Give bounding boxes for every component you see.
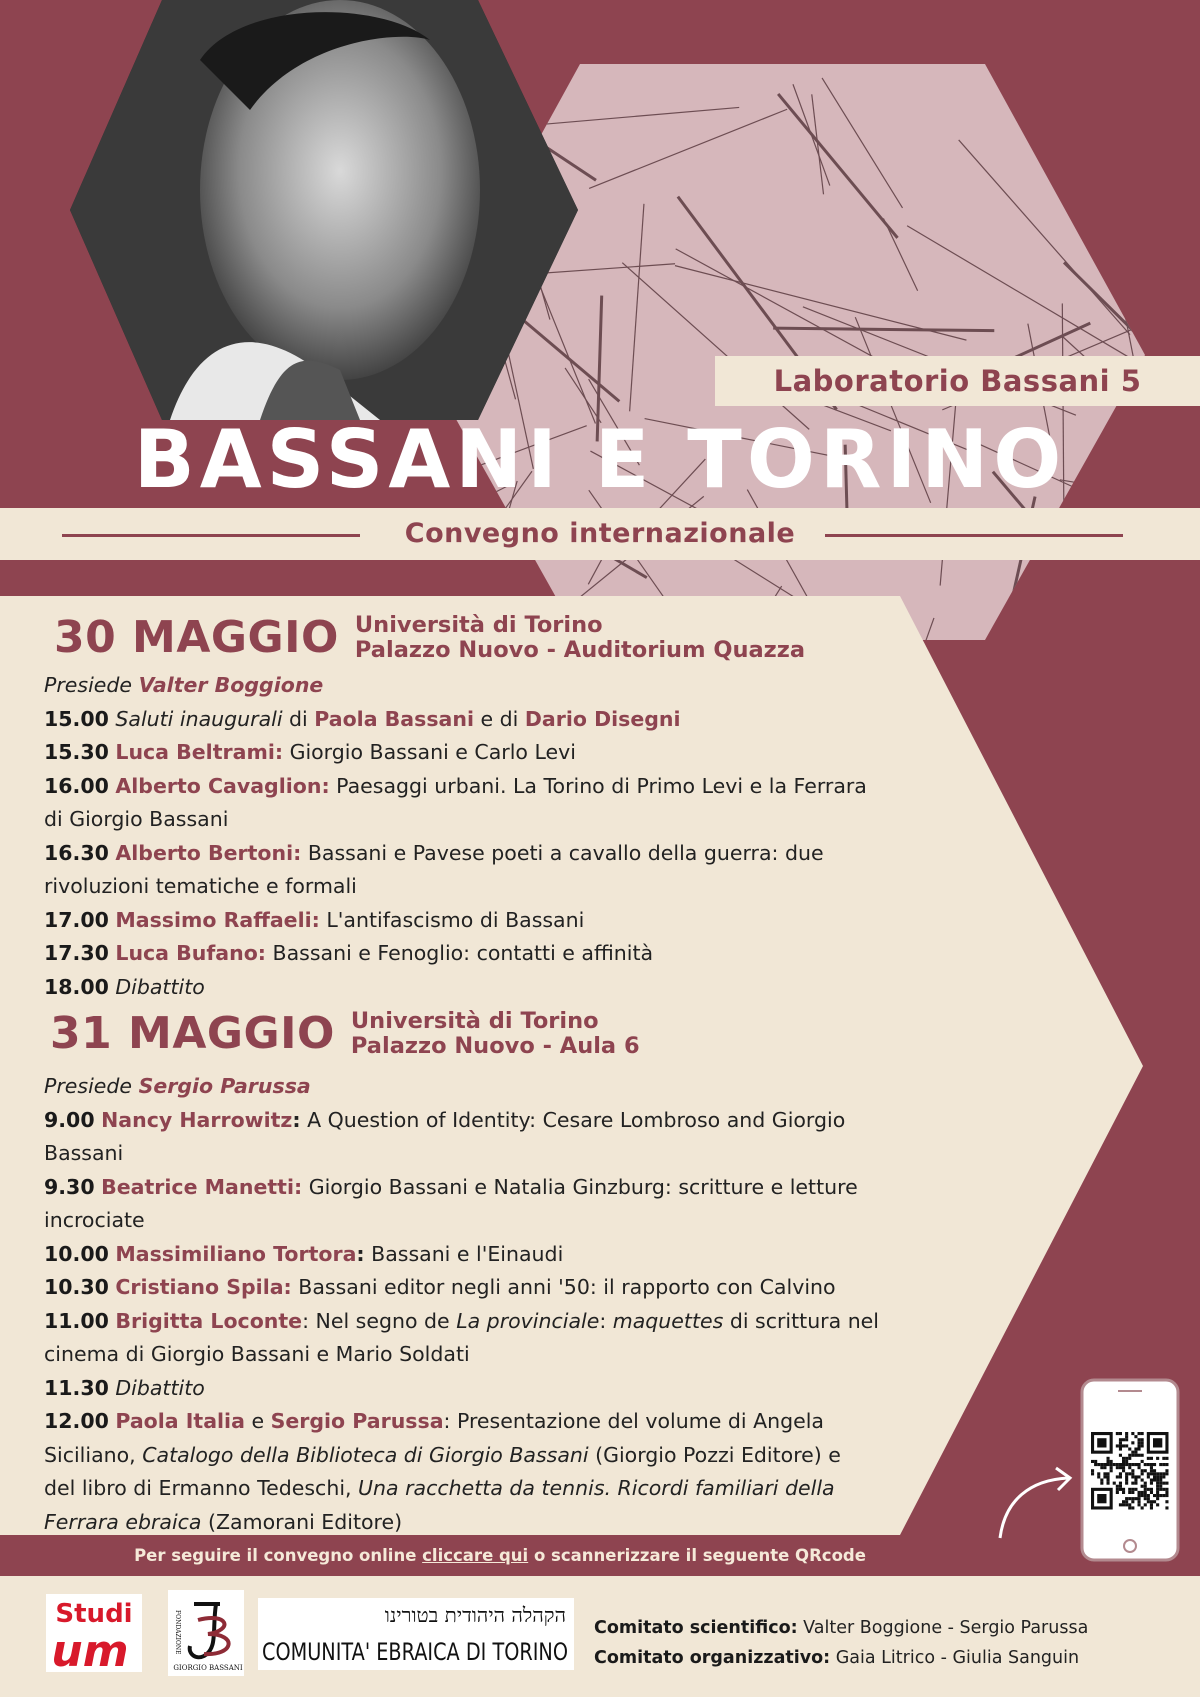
day2-venue <box>351 1009 640 1059</box>
list-item-continuation: Bassani <box>44 1141 124 1165</box>
day1-venue-line1: Università di Torino <box>354 611 603 638</box>
list-item: 15.30 Luca Beltrami: Giorgio Bassani e Carlo Levi <box>44 740 576 764</box>
day2-program <box>44 1070 924 1539</box>
list-item-continuation: Ferrara ebraica (Zamorani Editore) <box>44 1509 403 1534</box>
day1-date: 30 MAGGIO <box>54 612 339 663</box>
list-item-continuation: Siciliano, Catalogo della Biblioteca di Giorgio Bassani (Giorgio Pozzi Editore) e <box>44 1442 841 1467</box>
day1-venue-line2: Palazzo Nuovo - Auditorium Quazza <box>354 636 806 663</box>
list-item-continuation: incrociate <box>44 1208 145 1232</box>
phone-qr <box>1082 1380 1178 1560</box>
list-item: 10.00 Massimiliano Tortora: Bassani e l'Einaudi <box>44 1241 564 1266</box>
day2-venue-line2: Palazzo Nuovo - Aula 6 <box>350 1032 640 1059</box>
day1-chair: Presiede Valter Boggione <box>44 673 324 697</box>
studium-logo-text: Studi <box>55 1599 133 1629</box>
list-item-continuation: di Giorgio Bassani <box>44 807 229 831</box>
list-item: 11.30 Dibattito <box>44 1375 205 1400</box>
list-item: 16.30 Alberto Bertoni: Bassani e Pavese poeti a cavallo della guerra: due <box>44 840 824 865</box>
organizing-committee: Comitato organizzativo: Gaia Litrico - Giulia Sanguin <box>594 1648 1080 1668</box>
fondazione-bassani-logo <box>168 1590 244 1676</box>
list-item: 16.00 Alberto Cavaglion: Paesaggi urbani. La Torino di Primo Levi e la Ferrara <box>44 773 867 798</box>
community-hebrew-text: הקהלה היהודית בטורינו <box>384 1603 566 1627</box>
day2-header <box>50 1008 640 1059</box>
bassani-portrait <box>70 0 570 420</box>
online-notice: Per seguire il convegno online cliccare qui o scannerizzare il seguente QRcode <box>134 1546 866 1565</box>
day2-venue-line1: Università di Torino <box>350 1007 599 1034</box>
fondazione-caption: GIORGIO BASSANI <box>173 1664 243 1672</box>
list-item-continuation: rivoluzioni tematiche e formali <box>44 874 357 898</box>
list-item: 11.00 Brigitta Loconte: Nel segno de La provinciale: maquettes di scrittura nel <box>44 1308 879 1333</box>
list-item: 17.30 Luca Bufano: Bassani e Fenoglio: contatti e affinità <box>44 941 654 965</box>
day1-header <box>54 612 805 663</box>
list-item: 12.00 Paola Italia e Sergio Parussa: Presentazione del volume di Angela <box>44 1409 824 1433</box>
online-link[interactable]: cliccare qui <box>422 1546 529 1565</box>
list-item: 18.00 Dibattito <box>44 974 205 999</box>
list-item: 17.00 Massimo Raffaeli: L'antifascismo di Bassani <box>44 907 585 932</box>
logo-bar <box>0 1576 1200 1697</box>
comunita-ebraica-logo <box>258 1598 574 1670</box>
day2-date: 31 MAGGIO <box>50 1008 335 1059</box>
list-item: 10.30 Cristiano Spila: Bassani editor negli anni '50: il rapporto con Calvino <box>44 1275 836 1299</box>
list-item: 9.00 Nancy Harrowitz: A Question of Identity: Cesare Lombroso and Giorgio <box>44 1107 846 1132</box>
svg-text:um: um <box>51 1626 129 1677</box>
svg-text:FONDAZIONE: FONDAZIONE <box>174 1610 181 1655</box>
arrow-to-qr-icon <box>1000 1478 1068 1538</box>
list-item-continuation: cinema di Giorgio Bassani e Mario Soldati <box>44 1342 470 1366</box>
series-label-box <box>715 356 1200 406</box>
list-item-continuation: del libro di Ermanno Tedeschi, Una racchetta da tennis. Ricordi familiari della <box>44 1476 835 1500</box>
list-item: 15.00 Saluti inaugurali di Paola Bassani e di Dario Disegni <box>44 706 681 731</box>
day2-chair: Presiede Sergio Parussa <box>44 1074 311 1098</box>
day1-venue <box>355 613 805 663</box>
studium-logo <box>46 1594 142 1677</box>
series-label: Laboratorio Bassani 5 <box>773 364 1142 398</box>
list-item: 9.30 Beatrice Manetti: Giorgio Bassani e Natalia Ginzburg: scritture e letture <box>44 1174 858 1199</box>
subtitle: Convegno internazionale <box>404 518 796 549</box>
page-title: BASSANI E TORINO <box>133 413 1067 506</box>
day1-program <box>44 669 924 1004</box>
community-logo-text: COMUNITA' EBRAICA DI TORINO <box>262 1638 568 1666</box>
scientific-committee: Comitato scientifico: Valter Boggione - Sergio Parussa <box>594 1618 1089 1638</box>
